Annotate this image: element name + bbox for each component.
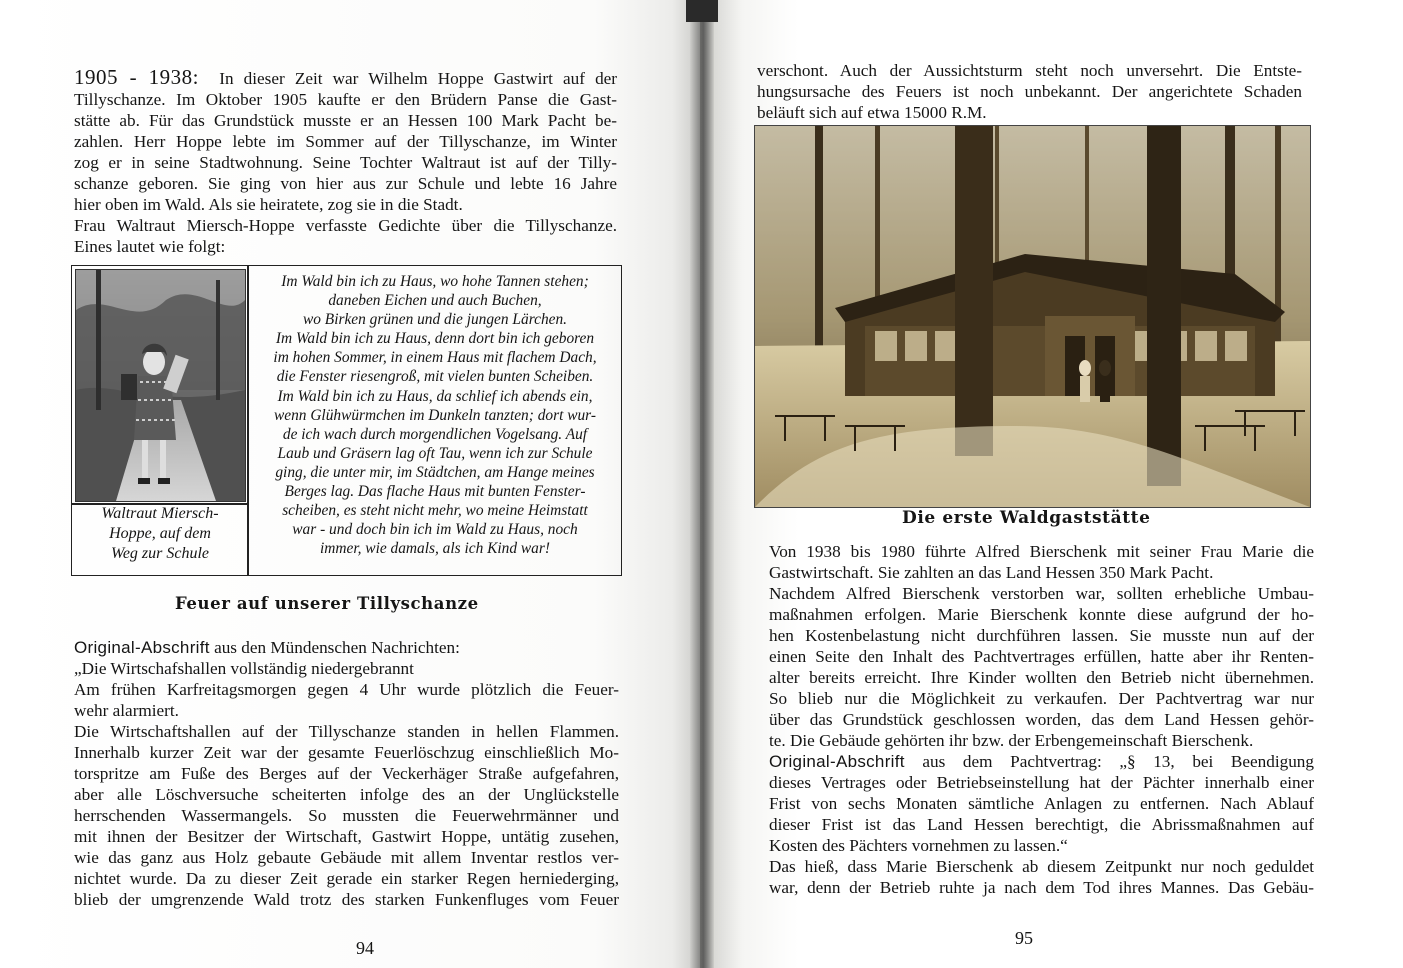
fire-line: Die Wirtschaftshallen auf der Tillyschanze standen in hellen Flammen. <box>74 722 619 741</box>
body-line: Nachdem Alfred Bierschenk verstorben war, sollten erhebliche Umbau- <box>769 584 1314 603</box>
contract-line: Frist von sechs Monaten sämtliche Anlagen zu entfernen. Nach Ablauf <box>769 794 1314 813</box>
poem-line: im hohen Sommer, in einem Haus mit flachem Dach, <box>273 349 597 367</box>
fire-article-continued <box>757 60 1302 123</box>
poem-line: immer, wie damals, als ich Kind war! <box>319 540 550 558</box>
poem-line: die Fenster riesengroß, mit vielen bunten Scheiben. <box>276 368 594 386</box>
poem-line: Laub und Gräsern lag oft Tau, wenn ich zur Schule <box>277 444 593 462</box>
poem-line: wo Birken grünen und die jungen Lärchen. <box>302 311 568 329</box>
contract-line: dieses Vertrages oder Betriebseinstellung hat der Pächter innerhalb einer <box>769 773 1314 792</box>
fire-source-line <box>74 637 619 658</box>
contract-tail: aus dem Pachtvertrag: „§ 13, bei Beendigung <box>904 752 1314 771</box>
intro-line: stätte ab. Für das Grundstück musste er an Hessen 100 Mark Pacht be- <box>74 111 617 130</box>
body-line: alter bereits erreicht. Ihre Kinder wollten den Betrieb nicht übernehmen. <box>769 668 1314 687</box>
fire-line: Innerhalb kurzer Zeit war der gesamte Feuerlöschzug einschließlich Mo- <box>74 743 619 762</box>
intro-line: Frau Waltraut Miersch-Hoppe verfasste Gedichte über die Tillyschanze. <box>74 216 617 235</box>
contract-line: Kosten des Pächters vornehmen zu lassen.“ <box>769 836 1068 855</box>
closing-line: war, denn der Betrieb ruhte ja nach dem Tod ihres Mannes. Das Gebäu- <box>769 878 1314 897</box>
body-line: hen Kostenbelastung nicht durchführen lassen. Sie musste nun auf der <box>769 626 1314 645</box>
fire-line: herrschenden Wassermangels. So mussten die Feuerwehrmänner und <box>74 806 619 825</box>
body-line: Gastwirtschaft. Sie zahlten an das Land Hessen 350 Mark Pacht. <box>769 563 1214 582</box>
intro-first-text: In dieser Zeit war Wilhelm Hoppe Gastwirt auf der <box>219 69 618 88</box>
fire-line: torspritze am Fuße des Berges auf der Veckerhäger Straße aufgefahren, <box>74 764 619 783</box>
fire-line: wie das ganz aus Holz gebaute Gebäude mit allem Inventar restlos ver- <box>74 848 619 867</box>
intro-line: Eines lautet wie folgt: <box>74 237 226 256</box>
poem-line: ging, die unter mir, im Städtchen, am Hange meines <box>275 463 595 481</box>
intro-heading: 1905 - 1938: <box>74 65 199 89</box>
poem-column-divider <box>247 266 249 575</box>
page-number-right: 95 <box>1015 928 1033 948</box>
poem-box <box>71 265 622 576</box>
body-line: über das Grundstück geschlossen worden, das dem Land Hessen gehör- <box>769 710 1314 729</box>
source-text: aus den Mündenschen Nachrichten: <box>209 638 460 657</box>
page-number-left: 94 <box>356 938 374 958</box>
body-line: So blieb nur die Möglichkeit zu verkaufen. Der Pachtvertrag war nur <box>769 689 1314 708</box>
caption-line: Weg zur Schule <box>110 545 210 562</box>
girl-photo-caption <box>78 504 242 564</box>
fire-line: mit ihnen der Besitzer der Wirtschaft, Gastwirt Hoppe, untätig zusehen, <box>74 827 619 846</box>
caption-line: Hoppe, auf dem <box>109 525 211 542</box>
fire-article <box>74 637 619 910</box>
continued-line: hungsursache des Feuers ist noch unbekannt. Der angerichtete Schaden <box>757 82 1302 101</box>
forest-restaurant-photo <box>754 125 1311 508</box>
fire-line: nichtet wurde. Da zu dieser Zeit gerade ein starker Regen herniederging, <box>74 869 619 888</box>
poem-line: daneben Eichen und auch Buchen, <box>328 292 542 310</box>
poem-line: Im Wald bin ich zu Haus, da schlief ich abends ein, <box>277 387 593 405</box>
gutter-top-edge <box>686 0 718 22</box>
continued-line: verschont. Auch der Aussichtsturm steht noch unversehrt. Die Entste- <box>757 61 1302 80</box>
original-label-right: Original-Abschrift <box>769 752 905 771</box>
contract-line: dieser Frist ist das Land Hessen berechtigt, die Abrissmaßnahmen auf <box>769 815 1314 834</box>
body-line: te. Die Gebäude gehörten ihr bzw. der Erbengemeinschaft Bierschenk. <box>769 731 1254 750</box>
body-line: Von 1938 bis 1980 führte Alfred Bierschenk mit seiner Frau Marie die <box>769 542 1314 561</box>
body-line: einen Seite den Inhalt des Pachtvertrages erfüllen, hatte aber ihr Renten- <box>769 647 1314 666</box>
fire-section-title: Feuer auf unserer Tillyschanze <box>175 594 479 613</box>
contract-first-line <box>769 751 1314 772</box>
poem-line: de ich wach durch morgendlichen Vogelsang. Auf <box>282 425 588 443</box>
caption-line: Waltraut Miersch- <box>101 505 219 522</box>
intro-line: Tillyschanze. Im Oktober 1905 kaufte er den Brüdern Panse die Gast- <box>74 90 617 109</box>
book-gutter-shadow <box>690 0 714 968</box>
poem-line: Im Wald bin ich zu Haus, wo hohe Tannen stehen; <box>281 273 589 290</box>
intro-paragraph <box>74 67 617 257</box>
fire-line: Am frühen Karfreitagsmorgen gegen 4 Uhr wurde plötzlich die Feuer- <box>74 680 619 699</box>
fire-line: „Die Wirtschafshallen vollständig niedergebrannt <box>74 659 414 678</box>
poem-line: scheiben, es steht nicht mehr, wo meine Heimstatt <box>282 502 588 520</box>
intro-line: zog er in seine Stadtwohnung. Seine Tochter Waltraut ist auf der Tilly- <box>74 153 617 172</box>
poem-line: wenn Glühwürmchen im Dunkeln tanzten; dort wur- <box>273 406 596 424</box>
fire-line: wehr alarmiert. <box>74 701 179 720</box>
poem-line: war - und doch bin ich im Wald zu Haus, noch <box>292 521 578 539</box>
body-line: maßnahmen erfolgen. Marie Bierschenk konnte diese aufgrund der ho- <box>769 605 1314 624</box>
bierschenk-paragraph <box>769 541 1314 898</box>
photo-caption-large: Die erste Waldgaststätte <box>902 508 1151 528</box>
continued-line: beläuft sich auf etwa 15000 R.M. <box>757 103 987 122</box>
poem-text <box>256 272 614 558</box>
poem-line: Im Wald bin ich zu Haus, denn dort bin ich geboren <box>275 330 595 348</box>
intro-line-1 <box>74 67 617 89</box>
intro-line: schanze geboren. Sie ging von hier aus zur Schule und lebte 16 Jahre <box>74 174 617 193</box>
girl-photo-illustration <box>76 270 245 501</box>
closing-line: Das hieß, dass Marie Bierschenk ab diesem Zeitpunkt nur noch geduldet <box>769 857 1314 876</box>
girl-on-way-to-school-photo <box>75 269 246 502</box>
poem-line: Berges lag. Das flache Haus mit bunten Fenster- <box>284 483 586 501</box>
fire-line: blieb der umgrenzende Wald trotz des starken Funkenfluges vom Feuer <box>74 890 619 909</box>
intro-line: zahlen. Herr Hoppe lebte im Sommer auf der Tillyschanze, im Winter <box>74 132 617 151</box>
fire-line: aber alle Löschversuche scheiterten infolge des an der Unglückstelle <box>74 785 619 804</box>
forest-restaurant-illustration <box>755 126 1310 507</box>
intro-line: hier oben im Wald. Als sie heiratete, zog sie in die Stadt. <box>74 195 463 214</box>
original-label: Original-Abschrift <box>74 638 210 657</box>
